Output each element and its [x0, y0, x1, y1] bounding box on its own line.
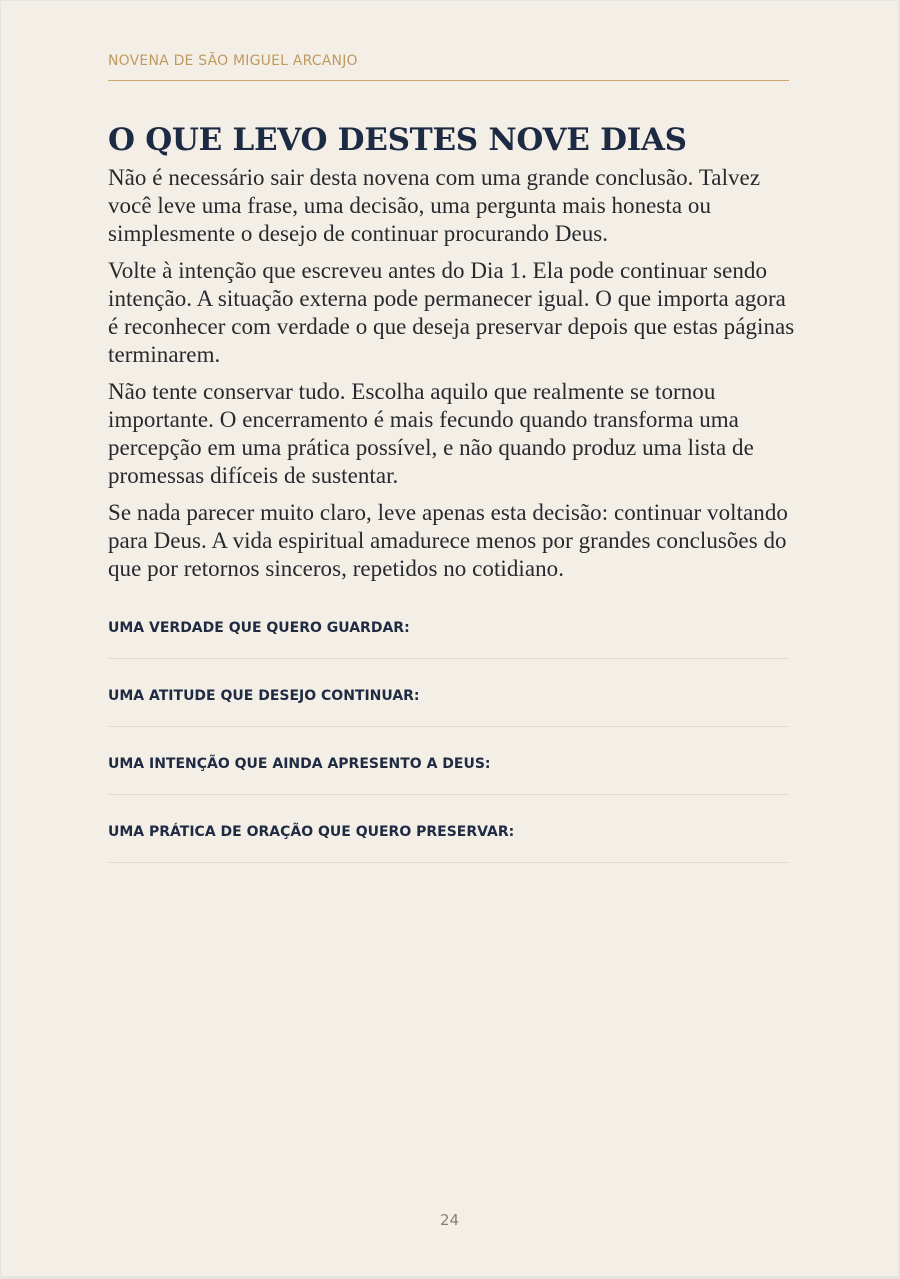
paragraph: Não tente conservar tudo. Escolha aquilo que realmente se tornou importante. O encerramento é mais fecundo quando transforma uma percepção em uma prática possível, e não quando produz uma lista de promessas difíceis de sustentar.	[108, 379, 754, 488]
body-text	[108, 164, 798, 592]
paragraph: Volte à intenção que escreveu antes do Dia 1. Ela pode continuar sendo intenção. A situação externa pode permanecer igual. O que importa agora é reconhecer com verdade o que deseja preservar depois que estas páginas terminarem.	[108, 258, 795, 367]
reflection-field-label: UMA INTENÇÃO QUE AINDA APRESENTO A DEUS:	[108, 756, 491, 772]
paragraph: Se nada parecer muito claro, leve apenas esta decisão: continuar voltando para Deus. A vida espiritual amadurece menos por grandes conclusões do que por retornos sinceros, repetidos no cotidiano.	[108, 500, 788, 581]
reflection-field-label: UMA ATITUDE QUE DESEJO CONTINUAR:	[108, 688, 420, 704]
reflection-field-intention	[108, 754, 789, 822]
reflection-field-prayer-practice	[108, 822, 789, 890]
reflection-field-attitude	[108, 686, 789, 754]
writing-line	[108, 658, 789, 659]
reflection-field-label: UMA PRÁTICA DE ORAÇÃO QUE QUERO PRESERVAR:	[108, 824, 515, 840]
header-divider	[108, 80, 789, 81]
writing-line	[108, 794, 789, 795]
page-title: O QUE LEVO DESTES NOVE DIAS	[108, 122, 687, 158]
reflection-field-truth	[108, 618, 789, 686]
writing-line	[108, 862, 789, 863]
paragraph: Não é necessário sair desta novena com uma grande conclusão. Talvez você leve uma frase, uma decisão, uma pergunta mais honesta ou simplesmente o desejo de continuar procurando Deus.	[108, 165, 761, 246]
reflection-field-label: UMA VERDADE QUE QUERO GUARDAR:	[108, 620, 410, 636]
page-number: 24	[439, 1211, 460, 1229]
running-header: NOVENA DE SÃO MIGUEL ARCANJO	[108, 53, 358, 69]
document-page	[1, 1, 898, 1276]
writing-line	[108, 726, 789, 727]
reflection-fields	[108, 618, 789, 890]
